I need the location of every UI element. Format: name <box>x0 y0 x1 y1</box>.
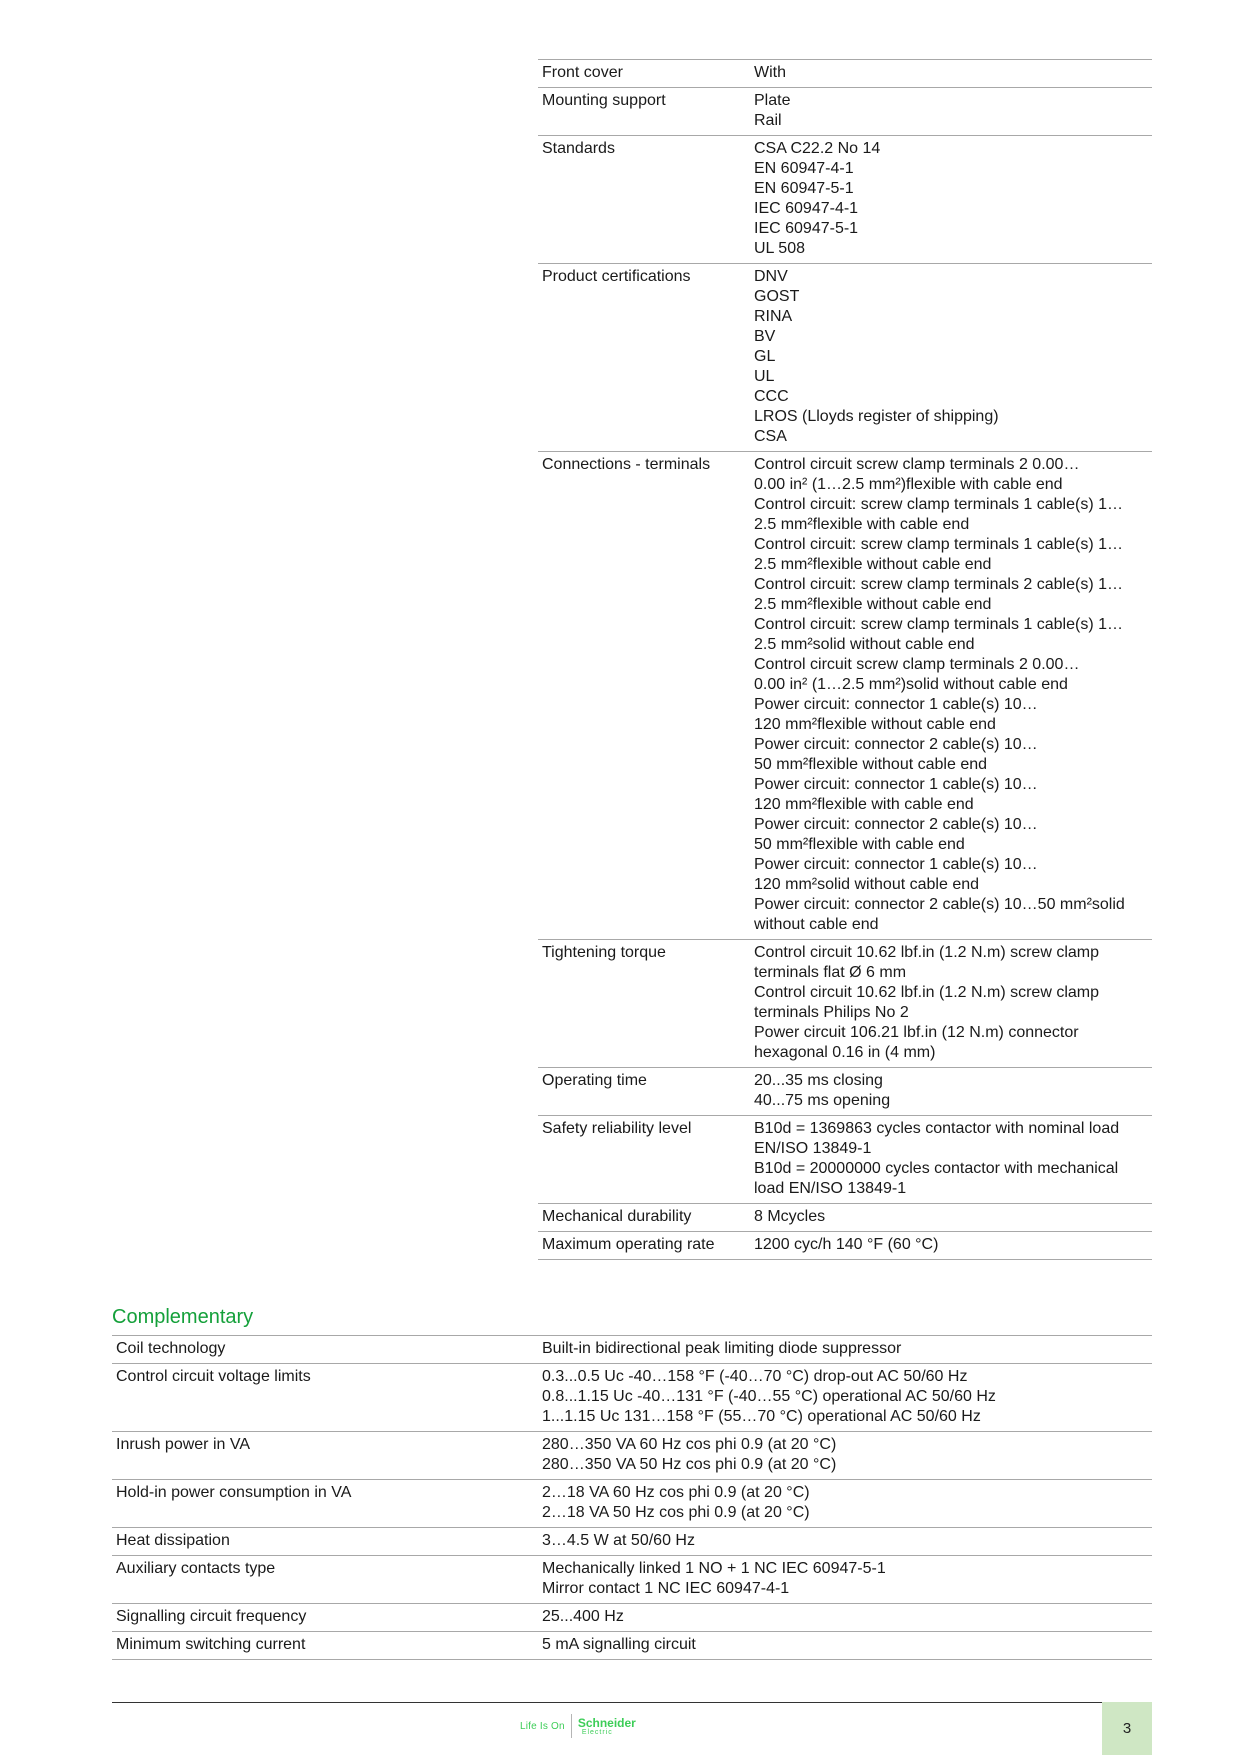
spec-value-line: terminals flat Ø 6 mm <box>754 964 907 981</box>
spec-value-line: Control circuit screw clamp terminals 2 0.00… <box>754 656 1080 673</box>
spec-value-line: Control circuit: screw clamp terminals 1 cable(s) 1… <box>754 616 1123 633</box>
spec-value-line: RINA <box>754 308 793 325</box>
spec-value <box>750 452 1152 940</box>
spec-value-line: 50 mm²flexible with cable end <box>754 836 965 853</box>
spec-value-line: UL <box>754 368 775 385</box>
spec-value-line: EN 60947-5-1 <box>754 180 854 197</box>
spec-value <box>750 1204 1152 1232</box>
spec-value <box>538 1336 1152 1364</box>
spec-value-line: Control circuit 10.62 lbf.in (1.2 N.m) screw clamp <box>754 984 1099 1001</box>
page-number: 3 <box>1102 1702 1152 1755</box>
spec-value <box>538 1556 1152 1604</box>
spec-value-line: terminals Philips No 2 <box>754 1004 909 1021</box>
spec-value-line: EN/ISO 13849-1 <box>754 1140 872 1157</box>
spec-value-line: Power circuit: connector 1 cable(s) 10… <box>754 776 1038 793</box>
spec-value-line: Power circuit: connector 1 cable(s) 10… <box>754 856 1038 873</box>
spec-value-line: without cable end <box>754 916 879 933</box>
spec-value-line: 120 mm²solid without cable end <box>754 876 980 893</box>
spec-label: Coil technology <box>112 1336 538 1364</box>
spec-row <box>538 1232 1152 1260</box>
spec-value <box>750 60 1152 88</box>
spec-value <box>538 1480 1152 1528</box>
spec-row <box>112 1432 1152 1480</box>
spec-value <box>750 88 1152 136</box>
spec-row <box>538 940 1152 1068</box>
spec-value <box>538 1364 1152 1432</box>
spec-value-line: 25...400 Hz <box>542 1608 624 1625</box>
logo-divider <box>571 1714 572 1738</box>
spec-value-line: 2.5 mm²flexible without cable end <box>754 596 992 613</box>
spec-label: Control circuit voltage limits <box>112 1364 538 1432</box>
spec-value-line: 0.00 in² (1…2.5 mm²)flexible with cable end <box>754 476 1063 493</box>
spec-value-line: 280…350 VA 50 Hz cos phi 0.9 (at 20 °C) <box>542 1456 837 1473</box>
spec-label: Connections - terminals <box>538 452 750 940</box>
spec-value-line: 20...35 ms closing <box>754 1072 883 1089</box>
characteristics-table <box>538 59 1152 1260</box>
spec-label: Front cover <box>538 60 750 88</box>
spec-value-line: CSA C22.2 No 14 <box>754 140 881 157</box>
spec-row <box>112 1556 1152 1604</box>
spec-label: Operating time <box>538 1068 750 1116</box>
spec-value <box>538 1632 1152 1660</box>
spec-value-line: EN 60947-4-1 <box>754 160 854 177</box>
spec-value-line: 1200 cyc/h 140 °F (60 °C) <box>754 1236 939 1253</box>
spec-label: Maximum operating rate <box>538 1232 750 1260</box>
spec-row <box>538 264 1152 452</box>
spec-row <box>112 1604 1152 1632</box>
spec-value-line: Mechanically linked 1 NO + 1 NC IEC 60947-5-1 <box>542 1560 886 1577</box>
spec-value-line: IEC 60947-5-1 <box>754 220 859 237</box>
spec-value-line: 50 mm²flexible without cable end <box>754 756 988 773</box>
spec-value-line: LROS (Lloyds register of shipping) <box>754 408 999 425</box>
spec-value-line: DNV <box>754 268 788 285</box>
spec-value-line: Control circuit: screw clamp terminals 1 cable(s) 1… <box>754 536 1123 553</box>
schneider-logo <box>578 1717 636 1736</box>
spec-value-line: With <box>754 64 786 81</box>
spec-value-line: BV <box>754 328 776 345</box>
spec-value-line: Rail <box>754 112 782 129</box>
spec-value-line: 280…350 VA 60 Hz cos phi 0.9 (at 20 °C) <box>542 1436 837 1453</box>
spec-value-line: GL <box>754 348 776 365</box>
spec-value <box>538 1432 1152 1480</box>
spec-value-line: 0.00 in² (1…2.5 mm²)solid without cable end <box>754 676 1068 693</box>
brand-sub: Electric <box>581 1728 613 1736</box>
section-title-complementary: Complementary <box>112 1306 254 1328</box>
spec-value-line: Mirror contact 1 NC IEC 60947-4-1 <box>542 1580 790 1597</box>
spec-value <box>538 1604 1152 1632</box>
spec-value-line: UL 508 <box>754 240 805 257</box>
spec-value-line: hexagonal 0.16 in (4 mm) <box>754 1044 936 1061</box>
spec-label: Tightening torque <box>538 940 750 1068</box>
spec-value-line: 5 mA signalling circuit <box>542 1636 696 1653</box>
spec-value-line: 2.5 mm²flexible without cable end <box>754 556 992 573</box>
spec-value-line: B10d = 20000000 cycles contactor with mechanical <box>754 1160 1119 1177</box>
spec-value-line: CCC <box>754 388 789 405</box>
spec-value-line: 120 mm²flexible with cable end <box>754 796 974 813</box>
spec-value-line: IEC 60947-4-1 <box>754 200 859 217</box>
spec-value <box>750 1232 1152 1260</box>
spec-label: Minimum switching current <box>112 1632 538 1660</box>
spec-value-line: 8 Mcycles <box>754 1208 826 1225</box>
spec-value-line: Power circuit: connector 2 cable(s) 10… <box>754 816 1038 833</box>
spec-label: Auxiliary contacts type <box>112 1556 538 1604</box>
spec-value-line: 2…18 VA 50 Hz cos phi 0.9 (at 20 °C) <box>542 1504 810 1521</box>
spec-value-line: Power circuit: connector 2 cable(s) 10… <box>754 736 1038 753</box>
spec-value-line: GOST <box>754 288 800 305</box>
spec-value-line: 40...75 ms opening <box>754 1092 891 1109</box>
spec-label: Heat dissipation <box>112 1528 538 1556</box>
spec-value-line: 0.3...0.5 Uc -40…158 °F (-40…70 °C) drop-out AC 50/60 Hz <box>542 1368 968 1385</box>
spec-label: Safety reliability level <box>538 1116 750 1204</box>
spec-value-line: 1...1.15 Uc 131…158 °F (55…70 °C) operational AC 50/60 Hz <box>542 1408 981 1425</box>
spec-label: Hold-in power consumption in VA <box>112 1480 538 1528</box>
spec-value <box>750 1116 1152 1204</box>
spec-value <box>750 264 1152 452</box>
spec-row <box>538 1204 1152 1232</box>
spec-row <box>538 60 1152 88</box>
spec-row <box>112 1632 1152 1660</box>
spec-label: Signalling circuit frequency <box>112 1604 538 1632</box>
spec-row <box>112 1528 1152 1556</box>
spec-value-line: Control circuit: screw clamp terminals 2 cable(s) 1… <box>754 576 1123 593</box>
spec-value-line: load EN/ISO 13849-1 <box>754 1180 907 1197</box>
spec-label: Mounting support <box>538 88 750 136</box>
spec-row <box>538 452 1152 940</box>
spec-value-line: CSA <box>754 428 787 445</box>
spec-value-line: Power circuit: connector 1 cable(s) 10… <box>754 696 1038 713</box>
spec-value-line: 3…4.5 W at 50/60 Hz <box>542 1532 695 1549</box>
complementary-table <box>112 1335 1152 1660</box>
spec-value-line: Control circuit 10.62 lbf.in (1.2 N.m) screw clamp <box>754 944 1099 961</box>
spec-value-line: Power circuit 106.21 lbf.in (12 N.m) connector <box>754 1024 1079 1041</box>
spec-value-line: 0.8...1.15 Uc -40…131 °F (-40…55 °C) operational AC 50/60 Hz <box>542 1388 996 1405</box>
spec-value <box>538 1528 1152 1556</box>
spec-row <box>112 1364 1152 1432</box>
spec-value <box>750 1068 1152 1116</box>
spec-row <box>538 1116 1152 1204</box>
spec-label: Product certifications <box>538 264 750 452</box>
spec-label: Standards <box>538 136 750 264</box>
spec-label: Inrush power in VA <box>112 1432 538 1480</box>
spec-value-line: Control circuit: screw clamp terminals 1 cable(s) 1… <box>754 496 1123 513</box>
tagline: Life Is On <box>520 1720 565 1732</box>
spec-value-line: 2…18 VA 60 Hz cos phi 0.9 (at 20 °C) <box>542 1484 810 1501</box>
spec-value <box>750 940 1152 1068</box>
spec-row <box>538 1068 1152 1116</box>
brand-name: Schneider <box>577 1715 636 1730</box>
spec-row <box>538 136 1152 264</box>
spec-value-line: Plate <box>754 92 791 109</box>
spec-row <box>112 1480 1152 1528</box>
spec-value-line: Power circuit: connector 2 cable(s) 10…50 mm²solid <box>754 896 1125 913</box>
brand-logo <box>520 1713 636 1739</box>
footer-rule <box>112 1702 1152 1703</box>
spec-value-line: Control circuit screw clamp terminals 2 0.00… <box>754 456 1080 473</box>
spec-value-line: B10d = 1369863 cycles contactor with nominal load <box>754 1120 1120 1137</box>
spec-value-line: 120 mm²flexible without cable end <box>754 716 996 733</box>
spec-value-line: Built-in bidirectional peak limiting diode suppressor <box>542 1340 902 1357</box>
spec-value <box>750 136 1152 264</box>
spec-value-line: 2.5 mm²solid without cable end <box>754 636 975 653</box>
spec-row <box>538 88 1152 136</box>
spec-row <box>112 1336 1152 1364</box>
spec-label: Mechanical durability <box>538 1204 750 1232</box>
spec-value-line: 2.5 mm²flexible with cable end <box>754 516 970 533</box>
